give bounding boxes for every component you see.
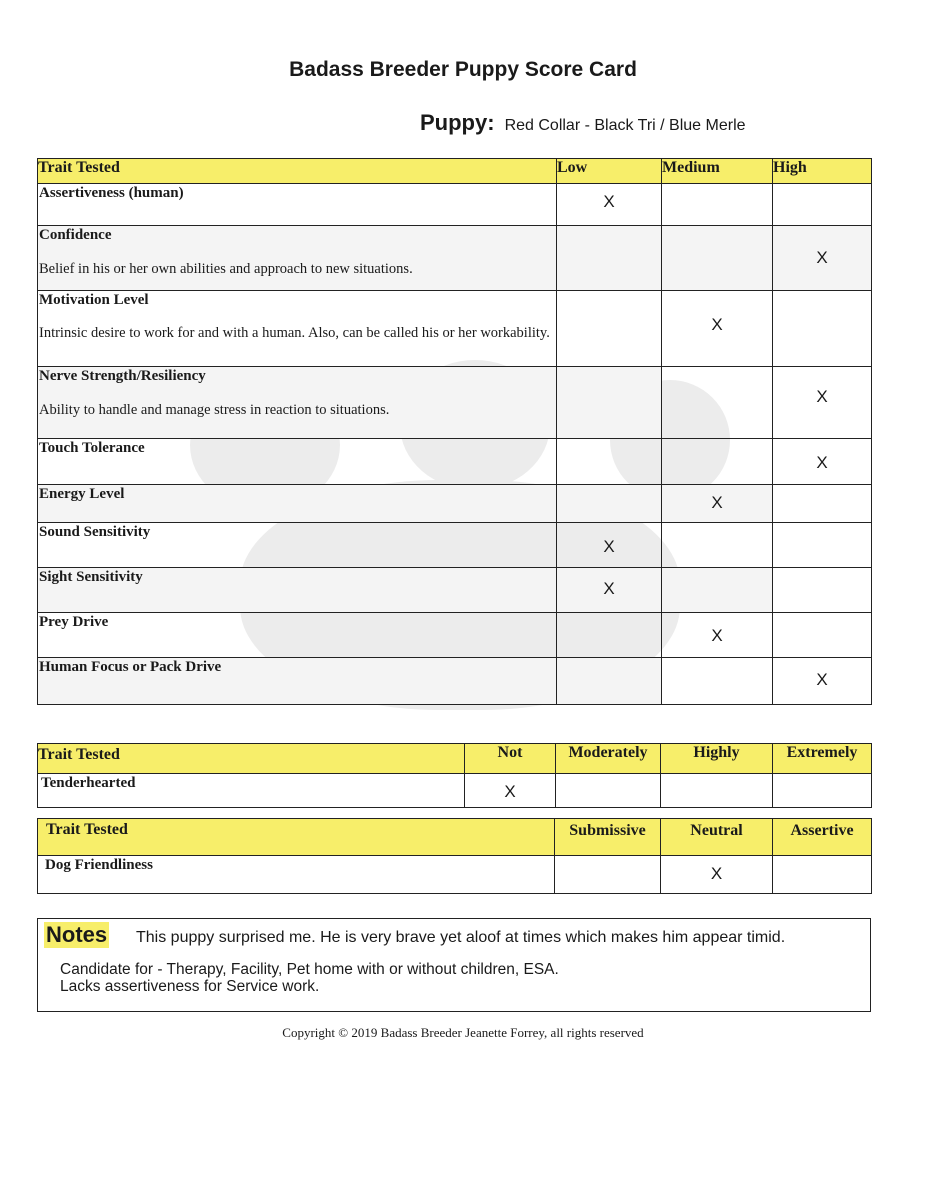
notes-line-3: Lacks assertiveness for Service work. — [60, 978, 320, 995]
table-row — [38, 658, 872, 705]
trait-name: Tenderhearted — [41, 775, 136, 791]
header-submissive: Submissive — [555, 819, 661, 856]
header-trait-tested: Trait Tested — [38, 819, 555, 856]
table-row — [38, 568, 872, 613]
trait-name: Confidence — [39, 227, 112, 243]
trait-name: Assertiveness (human) — [39, 185, 184, 201]
trait-name: Energy Level — [39, 486, 125, 502]
notes-line-2: Candidate for - Therapy, Facility, Pet home with or without children, ESA. — [60, 961, 559, 978]
tenderhearted-table — [37, 743, 872, 808]
page-title: Badass Breeder Puppy Score Card — [289, 58, 637, 81]
trait-description: Intrinsic desire to work for and with a human. Also, can be called his or her workability. — [39, 325, 550, 341]
table-row — [38, 523, 872, 568]
score-high-mark: X — [816, 248, 828, 267]
trait-name: Nerve Strength/Resiliency — [39, 368, 206, 384]
header-low: Low — [557, 159, 662, 184]
notes-box — [37, 918, 871, 1012]
table-row — [38, 774, 872, 808]
table-row — [38, 613, 872, 658]
score-medium-mark: X — [711, 315, 723, 334]
header-not: Not — [465, 744, 556, 774]
table-row — [38, 439, 872, 485]
trait-description: Ability to handle and manage stress in reaction to situations. — [39, 402, 390, 418]
puppy-label: Puppy: — [420, 110, 495, 135]
table-row — [38, 184, 872, 226]
table-row — [38, 485, 872, 523]
score-medium-mark: X — [711, 626, 723, 645]
trait-name: Prey Drive — [39, 614, 109, 630]
trait-name: Dog Friendliness — [45, 857, 153, 873]
header-extremely: Extremely — [773, 744, 872, 774]
trait-score-table — [37, 158, 872, 705]
score-high-mark: X — [816, 670, 828, 689]
trait-description: Belief in his or her own abilities and approach to new situations. — [39, 261, 413, 277]
header-trait-tested: Trait Tested — [38, 744, 465, 774]
score-high-mark: X — [816, 387, 828, 406]
notes-label: Notes — [46, 922, 108, 947]
score-medium-mark: X — [711, 493, 723, 512]
table-row — [38, 226, 872, 291]
table-row — [38, 856, 872, 894]
puppy-line — [420, 110, 746, 136]
score-neutral-mark: X — [710, 864, 723, 883]
header-trait-tested: Trait Tested — [38, 159, 557, 184]
header-high: High — [773, 159, 872, 184]
header-moderately: Moderately — [556, 744, 661, 774]
header-highly: Highly — [661, 744, 773, 774]
trait-name: Sight Sensitivity — [39, 569, 143, 585]
header-assertive: Assertive — [773, 819, 872, 856]
table-row — [38, 367, 872, 439]
puppy-value: Red Collar - Black Tri / Blue Merle — [504, 117, 746, 134]
score-not-mark: X — [504, 782, 516, 801]
trait-name: Human Focus or Pack Drive — [39, 659, 222, 675]
trait-name: Touch Tolerance — [39, 440, 145, 456]
copyright: Copyright © 2019 Badass Breeder Jeanette Forrey, all rights reserved — [282, 1025, 644, 1040]
trait-name: Motivation Level — [39, 292, 149, 308]
header-neutral: Neutral — [661, 819, 773, 856]
header-medium: Medium — [662, 159, 773, 184]
notes-line-1: This puppy surprised me. He is very brave yet aloof at times which makes him appear timid. — [136, 929, 786, 946]
score-low-mark: X — [603, 579, 615, 598]
table-row — [38, 291, 872, 367]
score-low-mark: X — [603, 537, 615, 556]
dog-friendliness-table — [37, 818, 872, 894]
score-high-mark: X — [816, 453, 828, 472]
score-low-mark: X — [603, 192, 615, 211]
trait-name: Sound Sensitivity — [39, 524, 151, 540]
